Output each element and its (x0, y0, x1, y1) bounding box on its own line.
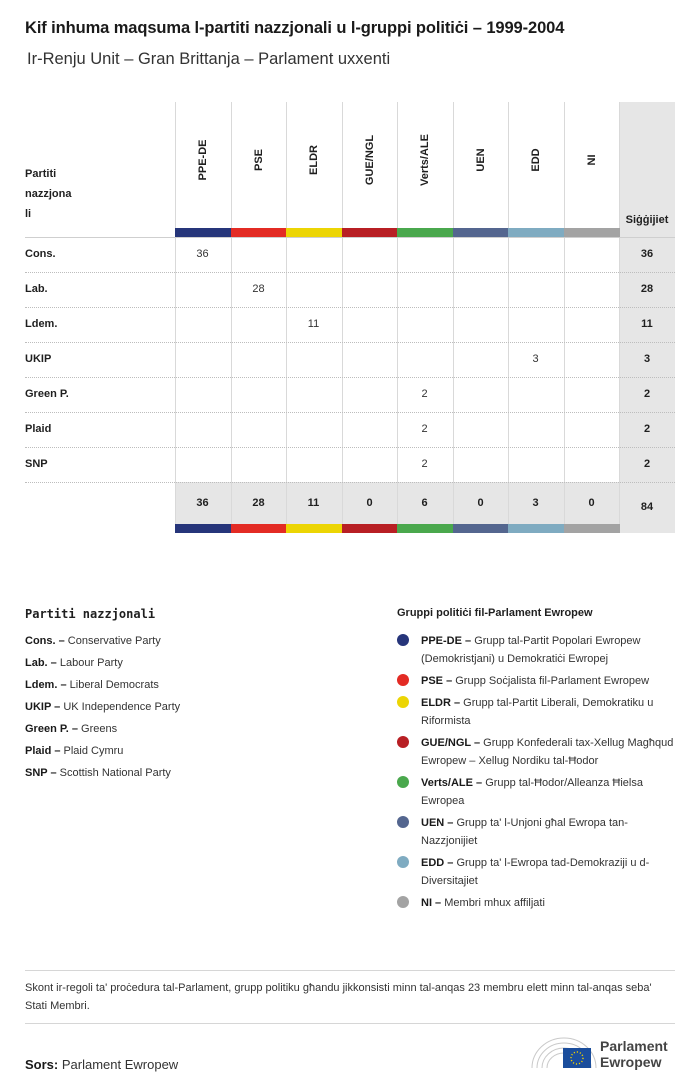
group-color-bar (286, 524, 342, 533)
column-header (175, 102, 231, 228)
row-total: 28 (640, 283, 654, 295)
seat-value: 2 (421, 423, 428, 435)
group-legend-abbr: EDD – (421, 857, 454, 869)
row-total: 3 (643, 353, 651, 365)
national-legend-item (25, 740, 355, 762)
national-legend-item (25, 696, 355, 718)
national-legend-item (25, 674, 355, 696)
column-total: 11 (307, 497, 320, 509)
national-legend-name: Liberal Democrats (66, 679, 159, 691)
row-divider (25, 272, 675, 273)
group-color-bar (397, 228, 453, 237)
legend-dot-icon (397, 816, 409, 828)
group-color-bar (564, 524, 620, 533)
national-legend-name: Conservative Party (64, 635, 161, 647)
national-legend-abbr: Ldem. – (25, 679, 67, 691)
legend-dot-icon (397, 736, 409, 748)
row-total: 2 (643, 388, 651, 400)
group-color-bar (453, 228, 509, 237)
group-legend-name: Grupp tal-Partit Popolari Ewropew (Demokristjani) u Demokratiċi Ewropej (421, 635, 641, 665)
column-header-label: ELDR (308, 145, 320, 175)
column-total: 36 (196, 497, 209, 509)
column-header (564, 102, 620, 228)
group-legend-name: Grupp tal-Partit Liberali, Demokratiku u Riformista (421, 697, 654, 727)
column-header-label: EDD (530, 148, 542, 172)
row-label: SNP (25, 458, 48, 470)
group-legend-item (397, 632, 677, 668)
column-header (286, 102, 342, 228)
group-legend-abbr: NI – (421, 897, 442, 909)
row-label: Plaid (25, 423, 52, 435)
column-total: 3 (532, 497, 539, 509)
group-legend (397, 632, 677, 916)
source-label: Sors: (25, 1057, 59, 1072)
group-legend-title: Gruppi politiċi fil-Parlament Ewropew (397, 607, 593, 619)
national-legend-item (25, 762, 355, 784)
row-label: Ldem. (25, 318, 58, 330)
group-legend-name: Grupp Konfederali tax-Xellug Magħqud Ewropew – Xellug Nordiku tal-Ħodor (421, 737, 674, 767)
row-divider (25, 447, 675, 448)
legend-dot-icon (397, 634, 409, 646)
group-color-bar (286, 228, 342, 237)
seats-header: Siġġijiet (625, 214, 669, 226)
seat-value: 2 (421, 388, 428, 400)
group-legend-item (397, 814, 677, 850)
group-color-bar (564, 228, 620, 237)
group-color-bar (508, 228, 564, 237)
row-divider (25, 307, 675, 308)
column-header (342, 102, 398, 228)
column-header-label: GUE/NGL (364, 134, 376, 186)
national-legend-abbr: SNP – (25, 767, 57, 779)
column-header (397, 102, 453, 228)
group-color-bar (397, 524, 453, 533)
column-total: 0 (366, 497, 373, 509)
column-header-label: Verts/ALE (419, 134, 431, 186)
group-color-bar (231, 228, 287, 237)
national-legend (25, 630, 355, 784)
chart-subtitle: Ir-Renju Unit – Gran Brittanja – Parlament uxxenti (27, 50, 391, 68)
chart-title: Kif inhuma maqsuma l-partiti nazzjonali u l-gruppi politiċi – 1999-2004 (25, 19, 565, 37)
group-legend-item (397, 854, 677, 890)
group-color-bar (453, 524, 509, 533)
column-header-label: NI (586, 154, 598, 166)
national-legend-item (25, 630, 355, 652)
seat-value: 36 (196, 248, 209, 260)
footer-divider-bottom (25, 1023, 675, 1024)
column-header-label: UEN (475, 148, 487, 172)
footer-divider-top (25, 970, 675, 971)
legend-dot-icon (397, 856, 409, 868)
column-header (508, 102, 564, 228)
legend-dot-icon (397, 776, 409, 788)
national-legend-name: Greens (78, 723, 118, 735)
parliament-logo (529, 1034, 679, 1074)
legend-dot-icon (397, 896, 409, 908)
national-legend-item (25, 652, 355, 674)
column-total: 0 (477, 497, 484, 509)
group-legend-abbr: PSE – (421, 675, 453, 687)
group-legend-abbr: UEN – (421, 817, 454, 829)
seat-value: 3 (532, 353, 539, 365)
column-total: 28 (252, 497, 265, 509)
group-legend-abbr: PPE-DE – (421, 635, 472, 647)
group-legend-item (397, 894, 677, 912)
national-legend-name: Labour Party (56, 657, 123, 669)
row-total: 11 (641, 318, 653, 330)
group-legend-item (397, 734, 677, 770)
group-legend-item (397, 694, 677, 730)
group-color-bar (175, 228, 231, 237)
row-label: UKIP (25, 353, 52, 365)
national-legend-name: UK Independence Party (60, 701, 181, 713)
national-parties-header: Partiti nazzjona li (25, 168, 72, 220)
row-divider (25, 342, 675, 343)
footnote: Skont ir-regoli ta' proċedura tal-Parlament, grupp politiku għandu jikkonsisti minn tal-anqas 23 membru elett minn tal-anqas seba' Stati Membri. (25, 982, 652, 1012)
national-legend-item (25, 718, 355, 740)
seat-distribution-table (25, 102, 675, 534)
group-legend-name: Grupp tal-Ħodor/Alleanza Ħielsa Ewropea (421, 777, 643, 807)
group-legend-name: Grupp Soċjalista fil-Parlament Ewropew (452, 675, 650, 687)
group-legend-item (397, 672, 677, 690)
row-label: Green P. (25, 388, 69, 400)
seat-value: 2 (421, 458, 428, 470)
legend-dot-icon (397, 696, 409, 708)
row-total: 2 (643, 458, 651, 470)
row-label: Cons. (25, 248, 56, 260)
group-color-bar (231, 524, 287, 533)
group-legend-abbr: Verts/ALE – (421, 777, 483, 789)
row-divider (25, 412, 675, 413)
group-legend-item (397, 774, 677, 810)
column-header (231, 102, 287, 228)
header-rule (25, 237, 675, 238)
seat-value: 28 (252, 283, 265, 295)
group-color-bar (175, 524, 231, 533)
column-total: 0 (588, 497, 595, 509)
column-header (453, 102, 509, 228)
row-label: Lab. (25, 283, 48, 295)
group-legend-abbr: GUE/NGL – (421, 737, 481, 749)
seat-value: 11 (307, 318, 320, 330)
group-legend-name: Grupp ta' l-Ewropa tad-Demokraziji u d-Diversitajiet (421, 857, 650, 887)
national-legend-title: Partiti nazzjonali (25, 607, 156, 621)
column-header-label: PPE-DE (197, 139, 209, 181)
legend-dot-icon (397, 674, 409, 686)
national-legend-abbr: Plaid – (25, 745, 61, 757)
row-divider (25, 377, 675, 378)
group-legend-name: Membri mhux affiljati (441, 897, 545, 909)
national-legend-name: Scottish National Party (56, 767, 171, 779)
row-total: 2 (643, 423, 651, 435)
column-header-label: PSE (253, 148, 265, 172)
national-legend-abbr: UKIP – (25, 701, 61, 713)
hemicycle-eu-flag-icon (529, 1034, 599, 1074)
group-legend-name: Grupp ta' l-Unjoni għal Ewropa tan-Nazzjonijiet (421, 817, 628, 847)
national-legend-abbr: Green P. – (25, 723, 78, 735)
grand-total: 84 (640, 501, 654, 513)
group-color-bar (342, 228, 398, 237)
row-total: 36 (640, 248, 654, 260)
source-text: Parlament Ewropew (61, 1057, 179, 1072)
national-legend-abbr: Lab. – (25, 657, 57, 669)
national-legend-abbr: Cons. – (25, 635, 65, 647)
logo-text: Parlament Ewropew (600, 1038, 668, 1070)
group-color-bar (342, 524, 398, 533)
column-total: 6 (421, 497, 428, 509)
national-legend-name: Plaid Cymru (60, 745, 124, 757)
source-line (25, 1057, 178, 1072)
group-legend-abbr: ELDR – (421, 697, 461, 709)
group-color-bar (508, 524, 564, 533)
